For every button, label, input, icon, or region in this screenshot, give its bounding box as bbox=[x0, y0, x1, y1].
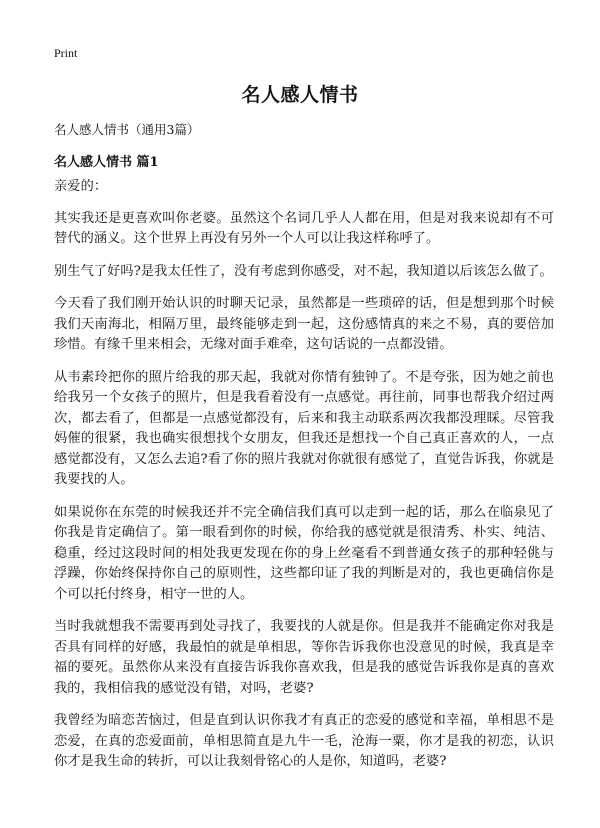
letter-body bbox=[54, 177, 554, 785]
letter-greeting: 亲爱的： bbox=[54, 179, 108, 194]
section-heading: 名人感人情书 篇1 bbox=[54, 155, 159, 170]
letter-paragraph: 从韦素玲把你的照片给我的那天起，我就对你情有独钟了。不是夸张，因为她之前也给我另一个女孩子的照片，但是我看着没有一点感觉。再往前，同事也帮我介绍过两次，都去看了，但都是一点感觉都没有，后来和我主动联系两次我都没理睬。尽管我妈催的很紧，我也确实很想找个女朋友，但我还是想找一个自己真正喜欢的人，一点感觉都没有，又怎么去追?看了你的照片我就对你就很有感觉了，直觉告诉我，你就是我要找的人。 bbox=[54, 369, 554, 487]
letter-paragraph: 当时我就想我不需要再到处寻找了，我要找的人就是你。但是我并不能确定你对我是否具有同样的好感，我最怕的就是单相思，等你告诉我你也没意见的时候，我真是幸福的要死。虽然你从来没有直接告诉我你喜欢我，但是我的感觉告诉我你是真的喜欢我的，我相信我的感觉没有错，对吗，老婆? bbox=[54, 619, 554, 696]
document-title: 名人感人情书 bbox=[241, 84, 359, 106]
letter-paragraph: 今天看了我们刚开始认识的时聊天记录，虽然都是一些琐碎的话，但是想到那个时候我们天南海北，相隔万里，最终能够走到一起，这份感情真的来之不易，真的要倍加珍惜。有缘千里来相会，无缘对面手难牵，这句话说的一点都没错。 bbox=[54, 296, 554, 352]
letter-paragraph: 我曾经为暗恋苦恼过，但是直到认识你我才有真正的恋爱的感觉和幸福，单相思不是恋爱，在真的恋爱面前，单相思简直是九牛一毛，沧海一粟，你才是我的初恋，认识你才是我生命的转折，可以让我刻骨铭心的人是你，知道吗，老婆? bbox=[54, 713, 554, 769]
letter-paragraph: 别生气了好吗?是我太任性了，没有考虑到你感受，对不起，我知道以后该怎么做了。 bbox=[54, 263, 553, 279]
letter-paragraph: 如果说你在东莞的时候我还并不完全确信我们真可以走到一起的话，那么在临泉见了你我是肯定确信了。第一眼看到你的时候，你给我的感觉就是很清秀、朴实、纯洁、稳重，经过这段时间的相处我更发现在你的身上丝毫看不到普通女孩子的那种轻佻与浮躁，你始终保持你自己的原则性，这些都印证了我的判断是对的，我也更确信你是个可以托付终身，相守一世的人。 bbox=[54, 504, 554, 602]
document-subtitle: 名人感人情书（通用3篇） bbox=[54, 122, 200, 137]
letter-paragraph: 其实我还是更喜欢叫你老婆。虽然这个名词几乎人人都在用，但是对我来说却有不可替代的涵义。这个世界上再没有另外一个人可以让我这样称呼了。 bbox=[54, 210, 554, 246]
print-link[interactable]: Print bbox=[54, 46, 78, 60]
